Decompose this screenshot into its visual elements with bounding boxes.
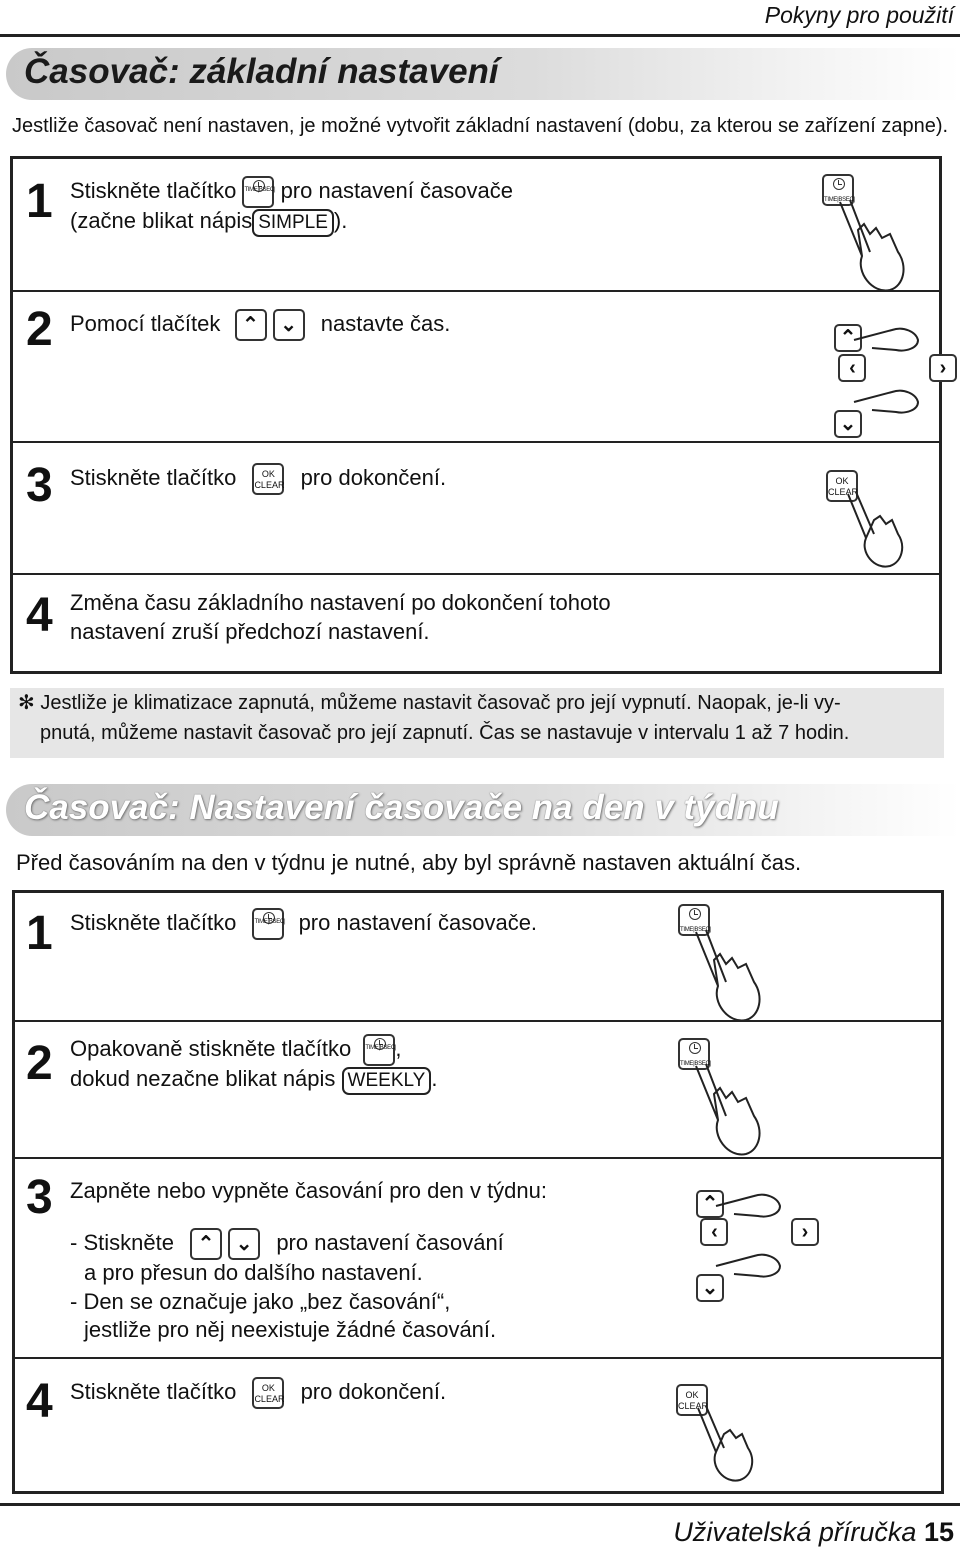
header-title: Pokyny pro použití [764, 2, 954, 28]
ok-label: OK [261, 469, 275, 480]
note-text: Jestliže je klimatizace zapnutá, můžeme nastavit časovač pro její vypnutí. Naopak, je-li vy- [40, 692, 841, 714]
timer-button-icon [363, 1034, 395, 1066]
step-separator [12, 441, 940, 443]
step-text: - Den se označuje jako „bez časování“, [70, 1289, 451, 1314]
step-text-part: Stiskněte tlačítko [70, 465, 237, 490]
step-number: 4 [26, 589, 53, 642]
clock-icon [689, 1042, 701, 1054]
simple-display-label: SIMPLE [252, 209, 334, 237]
down-arrow-icon: ⌄ [273, 309, 305, 341]
up-arrow-icon: ⌃ [190, 1228, 222, 1260]
step-text [70, 1034, 402, 1066]
timer-button-caption: TIME|BSEC| [244, 187, 276, 194]
step-text [70, 908, 537, 940]
step-text [70, 1064, 437, 1095]
timer-button-caption: TIME|BSEC| [365, 1045, 397, 1052]
pointing-hand-icon [690, 1402, 770, 1492]
step-text-part: Stiskněte tlačítko [70, 910, 237, 935]
step-text [70, 1377, 446, 1409]
step-text-part: pro dokončení. [300, 1379, 447, 1404]
header-rule [0, 34, 960, 37]
section2-banner [6, 784, 960, 836]
pointing-hand-icon [714, 1188, 784, 1218]
page-number: 15 [923, 1517, 954, 1547]
timer-button-caption: TIME|BSEC| [254, 919, 286, 926]
pointing-hand-icon [852, 322, 922, 352]
step-separator [14, 1157, 942, 1159]
step-text-part: Pomocí tlačítek [70, 311, 221, 336]
timer-button-caption: TIME|BSEC| [680, 927, 711, 933]
weekly-display-label: WEEKLY [342, 1067, 432, 1095]
timer-button-icon [242, 176, 274, 208]
step-text: Zapněte nebo vypněte časování pro den v týdnu: [70, 1178, 547, 1203]
step-text-part: dokud nezačne blikat nápis [70, 1066, 336, 1091]
timer-button-icon [252, 908, 284, 940]
pointing-hand-icon [714, 1248, 784, 1278]
section1-intro: Jestliže časovač není nastaven, je možné vytvořit základní nastavení (dobu, za kterou se zařízení zapne). [12, 115, 949, 137]
step-number: 4 [26, 1375, 53, 1428]
pointing-hand-icon [840, 488, 920, 578]
ok-clear-button-icon [252, 1377, 284, 1409]
ok-label: OK [835, 476, 849, 486]
section2-title: Časovač: Nastavení časovače na den v týdnu [24, 788, 779, 827]
step-number: 3 [26, 1171, 53, 1224]
hand-press-ok-illustration [826, 470, 858, 502]
ok-label: OK [261, 1383, 275, 1394]
step-text: nastavení zruší předchozí nastavení. [70, 619, 430, 644]
step-number: 1 [26, 175, 53, 228]
down-arrow-icon: ⌄ [228, 1228, 260, 1260]
step-text [70, 176, 513, 208]
footer-rule [0, 1503, 960, 1506]
hand-press-timer-illustration [678, 1038, 710, 1070]
section1-banner [6, 48, 960, 100]
pointing-hand-icon [832, 194, 912, 304]
up-arrow-icon: ⌃ [235, 309, 267, 341]
section1-note [10, 688, 944, 758]
pointing-hand-icon [852, 384, 922, 414]
step-number: 3 [26, 459, 53, 512]
clear-label: CLEAR [828, 487, 859, 497]
pointing-hand-icon [688, 924, 768, 1034]
down-arrow-icon: ⌄ [696, 1274, 724, 1302]
step-text-part: pro dokončení. [300, 465, 447, 490]
ok-label: OK [685, 1390, 699, 1400]
hand-press-timer-illustration [678, 904, 710, 936]
section2-intro: Před časováním na den v týdnu je nutné, aby byl správně nastaven aktuální čas. [16, 850, 802, 875]
step-number: 2 [26, 303, 53, 356]
step-separator [12, 290, 940, 292]
step-text-part: ). [333, 208, 348, 233]
step-text: a pro přesun do dalšího nastavení. [84, 1260, 423, 1285]
step-text-part: Stiskněte tlačítko [70, 178, 237, 203]
pointing-hand-icon [688, 1058, 768, 1168]
down-arrow-icon: ⌄ [834, 410, 862, 438]
left-arrow-icon: ‹ [838, 354, 866, 382]
timer-button-caption: TIME|BSEC| [824, 197, 855, 203]
section1-title: Časovač: základní nastavení [24, 52, 499, 91]
step-text [70, 463, 446, 495]
ok-clear-button-icon [252, 463, 284, 495]
step-text [70, 1228, 504, 1260]
footer-title: Uživatelská příručka [673, 1517, 917, 1547]
clear-label: CLEAR [254, 1394, 285, 1405]
step-text-part: pro nastavení časování [276, 1230, 504, 1255]
footer [673, 1517, 954, 1548]
step-separator [14, 1357, 942, 1359]
hand-press-timer-illustration [822, 174, 854, 206]
up-arrow-icon: ⌃ [834, 324, 862, 352]
step-separator [12, 573, 940, 575]
step-number: 2 [26, 1037, 53, 1090]
step-text-part: Opakovaně stiskněte tlačítko [70, 1036, 352, 1061]
arrow-pad-illustration [806, 322, 947, 435]
clock-icon [689, 908, 701, 920]
step-text-part: , [395, 1036, 402, 1061]
step-separator [14, 1020, 942, 1022]
step-text: jestliže pro něj neexistuje žádné časování. [84, 1317, 497, 1342]
step-text: Změna času základního nastavení po dokončení tohoto [70, 590, 611, 615]
hand-press-ok-illustration [676, 1384, 708, 1416]
step-text-part: pro nastavení časovače. [298, 910, 538, 935]
clock-icon [833, 178, 845, 190]
step-number: 1 [26, 907, 53, 960]
step-text-part: pro nastavení časovače [280, 178, 513, 203]
clear-label: CLEAR [254, 480, 285, 491]
step-text [70, 206, 347, 237]
clear-label: CLEAR [678, 1401, 709, 1411]
right-arrow-icon: › [929, 354, 957, 382]
step-text-part: Stiskněte tlačítko [70, 1379, 237, 1404]
step-text-part: - Stiskněte [70, 1230, 174, 1255]
step-text-part: . [431, 1066, 438, 1091]
step-text-part: (začne blikat nápis [70, 208, 253, 233]
step-text [70, 309, 450, 341]
note-line [18, 688, 936, 718]
left-arrow-icon: ‹ [700, 1218, 728, 1246]
asterisk-icon: ✻ [18, 692, 35, 714]
timer-button-caption: TIME|BSEC| [680, 1061, 711, 1067]
note-line: pnutá, můžeme nastavit časovač pro její zapnutí. Čas se nastavuje v intervalu 1 až 7 hodin. [40, 722, 850, 744]
arrow-pad-illustration [668, 1188, 809, 1299]
up-arrow-icon: ⌃ [696, 1190, 724, 1218]
right-arrow-icon: › [791, 1218, 819, 1246]
step-text-part: nastavte čas. [320, 311, 451, 336]
